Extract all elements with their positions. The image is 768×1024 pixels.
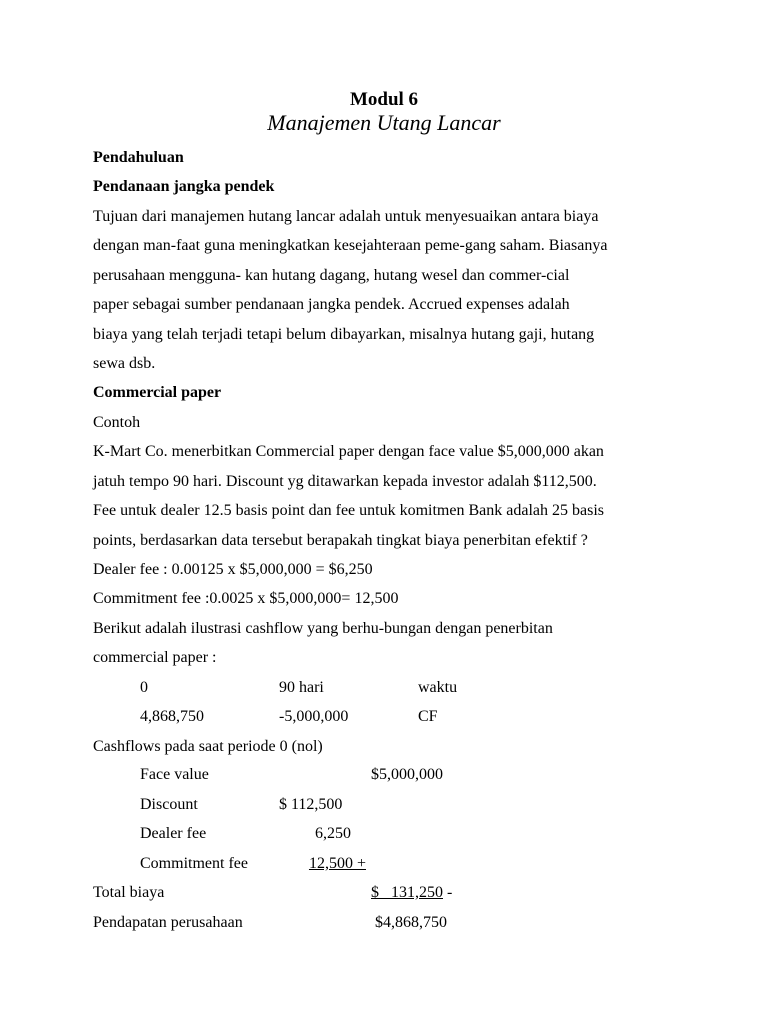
total-biaya-suffix: - bbox=[443, 884, 453, 901]
page-title: Manajemen Utang Lancar bbox=[267, 110, 501, 135]
example-line: Berikut adalah ilustrasi cashflow yang berhu-bungan dengan penerbitan bbox=[93, 620, 553, 637]
example-line: Fee untuk dealer 12.5 basis point dan fee untuk komitmen Bank adalah 25 basis bbox=[93, 502, 604, 519]
timeline-cell: waktu bbox=[418, 679, 458, 696]
example-line: K-Mart Co. menerbitkan Commercial paper dengan face value $5,000,000 akan bbox=[93, 443, 604, 460]
intro-line: Tujuan dari manajemen hutang lancar adalah untuk menyesuaikan antara biaya bbox=[93, 208, 599, 225]
timeline-cell: CF bbox=[418, 708, 438, 725]
total-biaya-label: Total biaya bbox=[93, 884, 165, 901]
total-biaya-value bbox=[371, 883, 452, 903]
intro-line: sewa dsb. bbox=[93, 355, 156, 372]
contoh-label: Contoh bbox=[93, 414, 141, 431]
commitment-fee-amount: 12,500 + bbox=[308, 855, 366, 872]
heading-pendahuluan: Pendahuluan bbox=[93, 149, 184, 166]
intro-line: perusahaan mengguna- kan hutang dagang, hutang wesel dan commer-cial bbox=[93, 267, 570, 284]
commitment-fee-label: Commitment fee bbox=[140, 855, 248, 872]
intro-line: paper sebagai sumber pendanaan jangka pendek. Accrued expenses adalah bbox=[93, 296, 570, 313]
pendapatan-amount: $4,868,750 bbox=[375, 914, 447, 931]
intro-line: dengan man-faat guna meningkatkan kesejahteraan peme-gang saham. Biasanya bbox=[93, 237, 608, 254]
discount-amount: $ 112,500 bbox=[279, 796, 343, 813]
dealer-fee-amount: 6,250 bbox=[315, 825, 351, 842]
heading-pendanaan: Pendanaan jangka pendek bbox=[93, 178, 275, 195]
timeline-cell: -5,000,000 bbox=[279, 708, 349, 725]
timeline-cell: 90 hari bbox=[279, 679, 324, 696]
face-value-amount: $5,000,000 bbox=[371, 766, 443, 783]
example-line: jatuh tempo 90 hari. Discount yg ditawarkan kepada investor adalah $112,500. bbox=[93, 473, 597, 490]
commitment-fee-calculation: Commitment fee :0.0025 x $5,000,000= 12,500 bbox=[93, 590, 399, 607]
timeline-cell: 0 bbox=[140, 679, 148, 696]
face-value-label: Face value bbox=[140, 766, 209, 783]
example-line: commercial paper : bbox=[93, 649, 217, 666]
dealer-fee-label: Dealer fee bbox=[140, 825, 207, 842]
discount-label: Discount bbox=[140, 796, 198, 813]
cashflow-heading: Cashflows pada saat periode 0 (nol) bbox=[93, 738, 323, 755]
intro-line: biaya yang telah terjadi tetapi belum dibayarkan, misalnya hutang gaji, hutang bbox=[93, 326, 595, 343]
module-number: Modul 6 bbox=[349, 89, 419, 110]
dealer-fee-calculation: Dealer fee : 0.00125 x $5,000,000 = $6,250 bbox=[93, 561, 373, 578]
timeline-cell: 4,868,750 bbox=[140, 708, 204, 725]
heading-commercial-paper: Commercial paper bbox=[93, 384, 222, 401]
total-biaya-amount: $ 131,250 bbox=[371, 884, 443, 901]
pendapatan-label: Pendapatan perusahaan bbox=[93, 914, 243, 931]
example-line: points, berdasarkan data tersebut berapakah tingkat biaya penerbitan efektif ? bbox=[93, 532, 588, 549]
